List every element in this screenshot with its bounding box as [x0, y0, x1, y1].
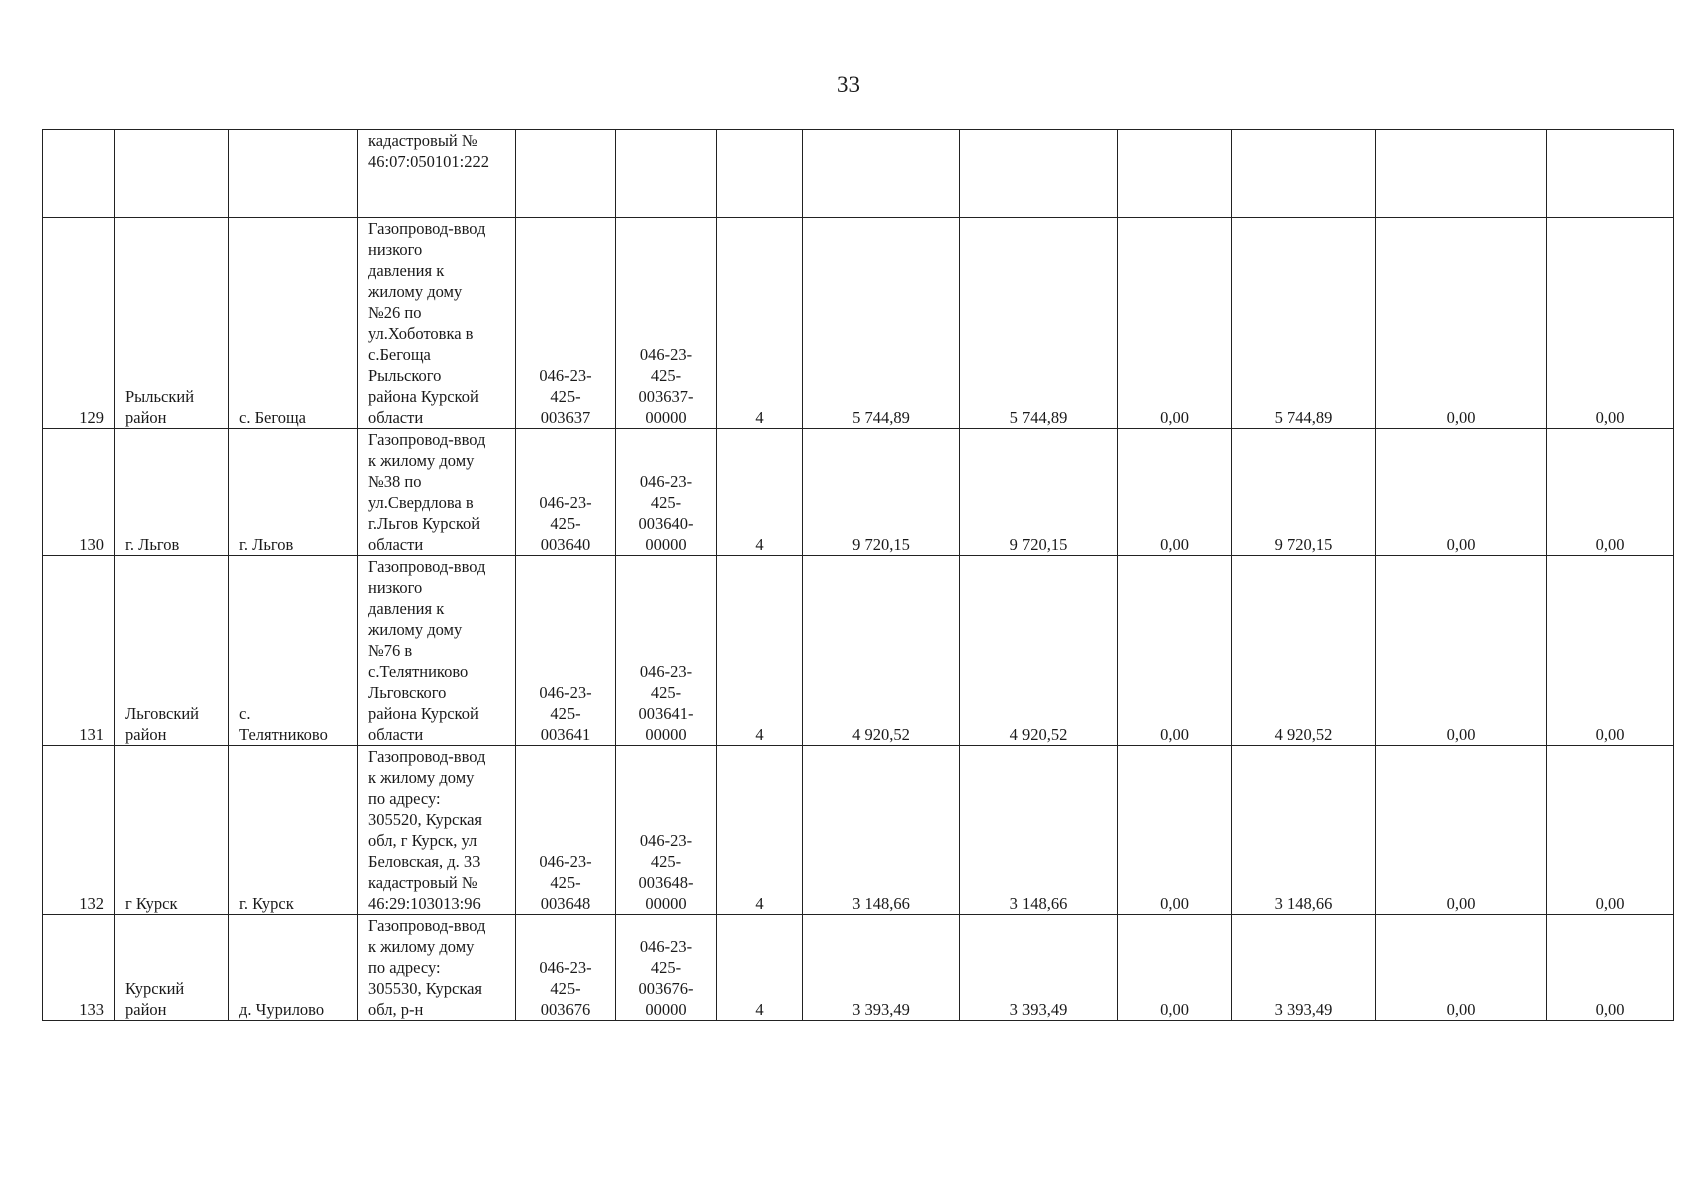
- table-body: [43, 130, 1674, 1021]
- registry-table: [42, 129, 1674, 1021]
- value-1-cell: [803, 130, 960, 218]
- table-row: [43, 556, 1674, 746]
- locality-cell: с. Телятниково: [229, 556, 358, 746]
- full-code-cell: [616, 130, 717, 218]
- value-1-cell: 3 148,66: [803, 746, 960, 915]
- category-cell: 4: [717, 429, 803, 556]
- category-cell: 4: [717, 218, 803, 429]
- description-cell: Газопровод-ввод к жилому дому №38 по ул.Свердлова в г.Льгов Курской области: [358, 429, 516, 556]
- value-2-cell: [960, 130, 1118, 218]
- description-cell: Газопровод-ввод к жилому дому по адресу: 305530, Курская обл, р-н: [358, 915, 516, 1021]
- description-cell: Газопровод-ввод к жилому дому по адресу: 305520, Курская обл, г Курск, ул Беловская, д. 33 кадастровый № 46:29:103013:96: [358, 746, 516, 915]
- value-4-cell: 4 920,52: [1232, 556, 1376, 746]
- value-6-cell: [1547, 130, 1674, 218]
- locality-cell: г. Курск: [229, 746, 358, 915]
- value-6-cell: 0,00: [1547, 218, 1674, 429]
- value-5-cell: 0,00: [1376, 556, 1547, 746]
- value-4-cell: 3 393,49: [1232, 915, 1376, 1021]
- locality-cell: д. Чурилово: [229, 915, 358, 1021]
- value-4-cell: 5 744,89: [1232, 218, 1376, 429]
- object-code-cell: [516, 130, 616, 218]
- object-code-cell: 046-23- 425- 003676: [516, 915, 616, 1021]
- value-1-cell: 4 920,52: [803, 556, 960, 746]
- description-cell: Газопровод-ввод низкого давления к жилому дому №26 по ул.Хоботовка в с.Бегоща Рыльского района Курской области: [358, 218, 516, 429]
- value-5-cell: 0,00: [1376, 746, 1547, 915]
- full-code-cell: 046-23- 425- 003637- 00000: [616, 218, 717, 429]
- value-3-cell: 0,00: [1118, 429, 1232, 556]
- table-row: [43, 915, 1674, 1021]
- full-code-cell: 046-23- 425- 003648- 00000: [616, 746, 717, 915]
- description-cell: Газопровод-ввод низкого давления к жилому дому №76 в с.Телятниково Льговского района Курской области: [358, 556, 516, 746]
- district-cell: г. Льгов: [115, 429, 229, 556]
- object-code-cell: 046-23- 425- 003637: [516, 218, 616, 429]
- value-5-cell: 0,00: [1376, 429, 1547, 556]
- row-number-cell: 130: [43, 429, 115, 556]
- district-cell: Льговский район: [115, 556, 229, 746]
- page-number: 33: [837, 72, 860, 97]
- table-row: [43, 218, 1674, 429]
- value-3-cell: [1118, 130, 1232, 218]
- row-number-cell: [43, 130, 115, 218]
- category-cell: 4: [717, 915, 803, 1021]
- table-row: [43, 130, 1674, 218]
- value-3-cell: 0,00: [1118, 746, 1232, 915]
- value-6-cell: 0,00: [1547, 915, 1674, 1021]
- value-3-cell: 0,00: [1118, 556, 1232, 746]
- district-cell: [115, 130, 229, 218]
- object-code-cell: 046-23- 425- 003641: [516, 556, 616, 746]
- value-5-cell: 0,00: [1376, 915, 1547, 1021]
- row-number-cell: 131: [43, 556, 115, 746]
- full-code-cell: 046-23- 425- 003641- 00000: [616, 556, 717, 746]
- value-2-cell: 3 393,49: [960, 915, 1118, 1021]
- value-5-cell: 0,00: [1376, 218, 1547, 429]
- description-cell: кадастровый № 46:07:050101:222: [358, 130, 516, 218]
- row-number-cell: 129: [43, 218, 115, 429]
- category-cell: 4: [717, 556, 803, 746]
- category-cell: [717, 130, 803, 218]
- value-5-cell: [1376, 130, 1547, 218]
- object-code-cell: 046-23- 425- 003640: [516, 429, 616, 556]
- district-cell: Курский район: [115, 915, 229, 1021]
- row-number-cell: 132: [43, 746, 115, 915]
- locality-cell: г. Льгов: [229, 429, 358, 556]
- value-4-cell: 9 720,15: [1232, 429, 1376, 556]
- value-1-cell: 3 393,49: [803, 915, 960, 1021]
- value-6-cell: 0,00: [1547, 556, 1674, 746]
- row-number-cell: 133: [43, 915, 115, 1021]
- table-row: [43, 429, 1674, 556]
- value-6-cell: 0,00: [1547, 746, 1674, 915]
- value-3-cell: 0,00: [1118, 218, 1232, 429]
- full-code-cell: 046-23- 425- 003676- 00000: [616, 915, 717, 1021]
- object-code-cell: 046-23- 425- 003648: [516, 746, 616, 915]
- district-cell: Рыльский район: [115, 218, 229, 429]
- value-2-cell: 5 744,89: [960, 218, 1118, 429]
- full-code-cell: 046-23- 425- 003640- 00000: [616, 429, 717, 556]
- value-4-cell: 3 148,66: [1232, 746, 1376, 915]
- value-4-cell: [1232, 130, 1376, 218]
- value-1-cell: 5 744,89: [803, 218, 960, 429]
- value-3-cell: 0,00: [1118, 915, 1232, 1021]
- value-2-cell: 9 720,15: [960, 429, 1118, 556]
- category-cell: 4: [717, 746, 803, 915]
- table-row: [43, 746, 1674, 915]
- locality-cell: [229, 130, 358, 218]
- value-2-cell: 4 920,52: [960, 556, 1118, 746]
- value-6-cell: 0,00: [1547, 429, 1674, 556]
- value-2-cell: 3 148,66: [960, 746, 1118, 915]
- district-cell: г Курск: [115, 746, 229, 915]
- locality-cell: с. Бегоща: [229, 218, 358, 429]
- value-1-cell: 9 720,15: [803, 429, 960, 556]
